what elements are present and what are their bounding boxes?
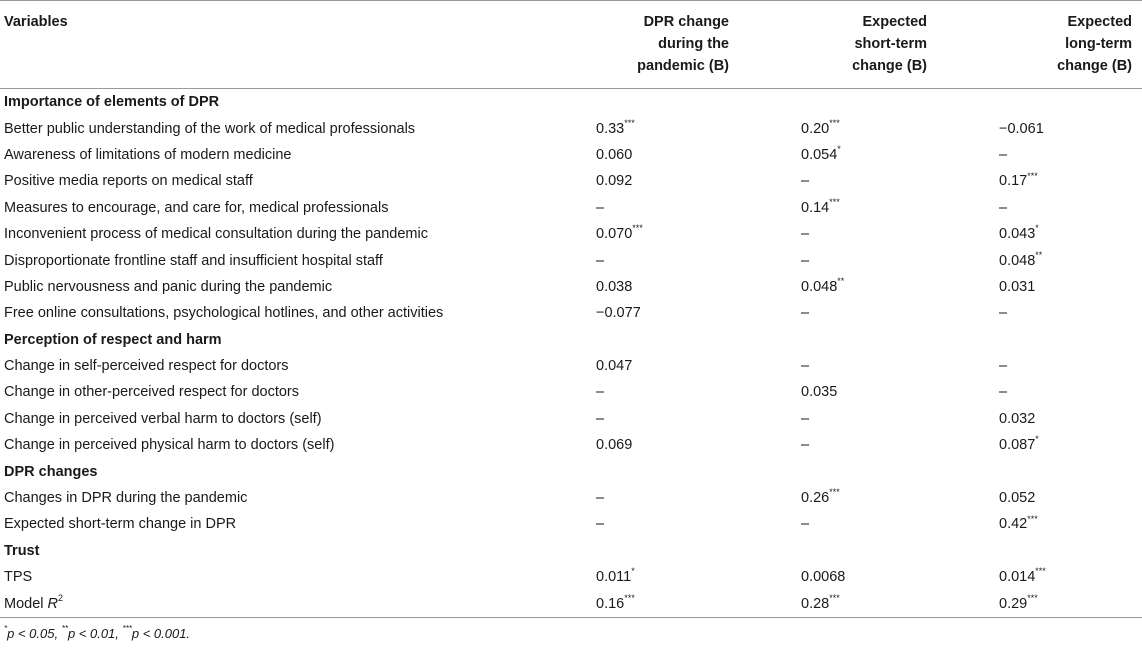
coefficient-value: 0.048 xyxy=(999,252,1036,269)
coefficient-value: 0.0068 xyxy=(801,569,846,586)
coefficient-cell xyxy=(560,168,765,194)
coefficient-value: 0.14 xyxy=(801,199,830,216)
coefficient-value: 0.031 xyxy=(999,278,1036,295)
coefficient-cell xyxy=(560,511,765,537)
significance-stars: *** xyxy=(624,592,635,603)
coefficient-cell xyxy=(560,590,765,617)
coefficient-cell xyxy=(963,247,1142,273)
coefficient-cell xyxy=(765,379,963,405)
coefficient-cell xyxy=(963,485,1142,511)
coefficient-value: – xyxy=(801,410,810,427)
significance-stars: *** xyxy=(1035,566,1046,577)
coefficient-value: – xyxy=(596,516,605,533)
coefficient-cell xyxy=(963,406,1142,432)
significance-stars: *** xyxy=(632,223,643,234)
coefficient-value: 0.33 xyxy=(596,120,625,137)
table-row xyxy=(0,379,1142,405)
header-line: Expected xyxy=(862,14,927,30)
footnote-text: p < 0.001. xyxy=(131,625,191,641)
header-line: change (B) xyxy=(852,58,927,74)
coefficient-cell xyxy=(765,168,963,194)
coefficient-cell xyxy=(560,115,765,141)
variable-label: Expected short-term change in DPR xyxy=(4,516,237,533)
section-heading: Perception of respect and harm xyxy=(4,331,222,348)
coefficient-value: 0.29 xyxy=(999,595,1028,612)
coefficient-value: – xyxy=(801,173,810,190)
coefficient-value: 0.035 xyxy=(801,384,838,401)
variable-label: Disproportionate frontline staff and insufficient hospital staff xyxy=(4,252,383,269)
coefficient-cell xyxy=(963,379,1142,405)
header-dpr-change xyxy=(560,1,765,89)
coefficient-cell xyxy=(560,195,765,221)
coefficient-cell xyxy=(560,300,765,326)
coefficient-value: – xyxy=(999,384,1008,401)
coefficient-cell xyxy=(963,564,1142,590)
coefficient-cell xyxy=(765,221,963,247)
table-row xyxy=(0,564,1142,590)
coefficient-cell xyxy=(765,247,963,273)
table-row xyxy=(0,511,1142,537)
variable-label xyxy=(0,590,560,617)
coefficient-cell xyxy=(560,274,765,300)
coefficient-cell xyxy=(765,353,963,379)
section-heading: Trust xyxy=(4,542,40,559)
table-row xyxy=(0,247,1142,273)
coefficient-value: – xyxy=(801,516,810,533)
variable-label: Changes in DPR during the pandemic xyxy=(4,490,248,507)
table-row xyxy=(0,485,1142,511)
coefficient-value: 0.052 xyxy=(999,490,1036,507)
coefficient-value: – xyxy=(999,305,1008,322)
coefficient-cell xyxy=(560,353,765,379)
coefficient-cell xyxy=(963,590,1142,617)
significance-stars: ** xyxy=(837,276,845,287)
coefficient-cell xyxy=(765,590,963,617)
section-heading: DPR changes xyxy=(4,463,98,480)
significance-stars: *** xyxy=(1027,513,1038,524)
coefficient-cell xyxy=(963,195,1142,221)
coefficient-cell xyxy=(765,564,963,590)
coefficient-cell xyxy=(765,432,963,458)
coefficient-cell xyxy=(963,115,1142,141)
coefficient-cell xyxy=(963,511,1142,537)
significance-stars: * xyxy=(1035,434,1039,445)
footnote-stars: * xyxy=(4,624,8,634)
coefficient-value: – xyxy=(999,146,1008,163)
label-italic: R xyxy=(47,595,59,612)
coefficient-value: 0.043 xyxy=(999,226,1036,243)
coefficient-value: 0.28 xyxy=(801,595,830,612)
table-body xyxy=(0,89,1142,618)
coefficient-cell xyxy=(765,115,963,141)
coefficient-cell xyxy=(560,432,765,458)
coefficient-value: 0.070 xyxy=(596,226,633,243)
significance-stars: * xyxy=(1035,223,1039,234)
variable-label: Change in perceived physical harm to doctors (self) xyxy=(4,437,335,454)
coefficient-value: – xyxy=(596,252,605,269)
coefficient-value: – xyxy=(596,199,605,216)
footnote xyxy=(0,626,1142,641)
significance-stars: *** xyxy=(1027,170,1038,181)
variable-label: Public nervousness and panic during the pandemic xyxy=(4,278,333,295)
footnote-text: p < 0.01, xyxy=(67,625,123,641)
header-variables: Variables xyxy=(0,1,560,89)
table-row xyxy=(0,432,1142,458)
coefficient-value: – xyxy=(801,252,810,269)
table-header-row xyxy=(0,1,1142,89)
coefficient-cell xyxy=(963,300,1142,326)
header-long-term xyxy=(963,1,1142,89)
coefficient-value: – xyxy=(801,358,810,375)
coefficient-cell xyxy=(560,379,765,405)
variable-label: Positive media reports on medical staff xyxy=(4,173,253,190)
coefficient-value: – xyxy=(801,437,810,454)
coefficient-cell xyxy=(560,221,765,247)
coefficient-value: 0.069 xyxy=(596,437,633,454)
coefficient-value: 0.42 xyxy=(999,516,1028,533)
significance-stars: *** xyxy=(1027,592,1038,603)
header-line: Expected xyxy=(1067,14,1132,30)
table-row xyxy=(0,300,1142,326)
coefficient-value: 0.032 xyxy=(999,410,1036,427)
header-short-term xyxy=(765,1,963,89)
header-line: long-term xyxy=(1065,36,1132,52)
header-line: DPR change xyxy=(643,14,729,30)
coefficient-value: 0.060 xyxy=(596,146,633,163)
table-row xyxy=(0,406,1142,432)
coefficient-value: – xyxy=(596,490,605,507)
label-superscript: 2 xyxy=(58,592,64,603)
section-row xyxy=(0,327,1142,353)
label-text: Model xyxy=(4,595,48,612)
section-heading: Importance of elements of DPR xyxy=(4,94,220,111)
coefficient-cell xyxy=(963,142,1142,168)
significance-stars: * xyxy=(837,144,841,155)
footnote-stars: *** xyxy=(122,624,132,634)
coefficient-cell xyxy=(963,432,1142,458)
coefficient-cell xyxy=(765,300,963,326)
section-row xyxy=(0,538,1142,564)
coefficient-cell xyxy=(963,168,1142,194)
coefficient-cell xyxy=(963,353,1142,379)
variable-label: Change in self-perceived respect for doctors xyxy=(4,358,289,375)
coefficient-value: 0.054 xyxy=(801,146,838,163)
coefficient-cell xyxy=(560,485,765,511)
coefficient-value: 0.26 xyxy=(801,490,830,507)
coefficient-value: 0.011 xyxy=(596,569,632,586)
coefficient-cell xyxy=(765,511,963,537)
table-row xyxy=(0,195,1142,221)
footnote-text: p < 0.05, xyxy=(7,625,62,641)
coefficient-value: −0.061 xyxy=(999,120,1044,137)
header-line: pandemic (B) xyxy=(637,58,729,74)
section-row xyxy=(0,458,1142,484)
variable-label: Measures to encourage, and care for, medical professionals xyxy=(4,199,389,216)
significance-stars: *** xyxy=(829,117,840,128)
significance-stars: *** xyxy=(829,196,840,207)
coefficient-value: 0.16 xyxy=(596,595,625,612)
footnote-stars: ** xyxy=(61,624,68,634)
coefficient-cell xyxy=(765,406,963,432)
coefficient-value: – xyxy=(999,358,1008,375)
table-row xyxy=(0,168,1142,194)
significance-stars: *** xyxy=(829,487,840,498)
significance-stars: *** xyxy=(829,592,840,603)
variable-label: Awareness of limitations of modern medicine xyxy=(4,146,292,163)
table-row xyxy=(0,115,1142,141)
variable-label: Inconvenient process of medical consultation during the pandemic xyxy=(4,226,428,243)
variable-label: Free online consultations, psychological hotlines, and other activities xyxy=(4,305,444,322)
coefficient-value: 0.047 xyxy=(596,358,633,375)
coefficient-value: 0.17 xyxy=(999,173,1028,190)
header-line: during the xyxy=(658,36,729,52)
variable-label: Better public understanding of the work of medical professionals xyxy=(4,120,416,137)
coefficient-cell xyxy=(765,195,963,221)
coefficient-value: – xyxy=(999,199,1008,216)
table-row xyxy=(0,274,1142,300)
coefficient-value: – xyxy=(596,410,605,427)
significance-stars: ** xyxy=(1035,249,1043,260)
coefficient-value: 0.038 xyxy=(596,278,633,295)
table-row xyxy=(0,221,1142,247)
significance-stars: * xyxy=(631,566,635,577)
coefficient-cell xyxy=(765,142,963,168)
coefficient-value: 0.014 xyxy=(999,569,1036,586)
header-line: short-term xyxy=(854,36,927,52)
coefficient-cell xyxy=(560,406,765,432)
section-row xyxy=(0,89,1142,116)
coefficient-value: 0.087 xyxy=(999,437,1036,454)
table-row xyxy=(0,353,1142,379)
coefficient-cell xyxy=(560,564,765,590)
coefficient-value: – xyxy=(801,305,810,322)
coefficient-value: – xyxy=(801,226,810,243)
variable-label: TPS xyxy=(4,569,33,586)
coefficient-cell xyxy=(560,247,765,273)
variable-label: Change in other-perceived respect for doctors xyxy=(4,384,299,401)
coefficient-value: 0.048 xyxy=(801,278,838,295)
header-line: change (B) xyxy=(1057,58,1132,74)
coefficient-cell xyxy=(765,274,963,300)
significance-stars: *** xyxy=(624,117,635,128)
table-row xyxy=(0,142,1142,168)
coefficient-cell xyxy=(560,142,765,168)
coefficient-cell xyxy=(963,274,1142,300)
coefficient-value: 0.20 xyxy=(801,120,830,137)
coefficient-value: 0.092 xyxy=(596,173,633,190)
coefficient-value: −0.077 xyxy=(596,305,641,322)
coefficient-cell xyxy=(765,485,963,511)
coefficient-value: – xyxy=(596,384,605,401)
table-row xyxy=(0,590,1142,617)
coefficient-cell xyxy=(963,221,1142,247)
variable-label: Change in perceived verbal harm to doctors (self) xyxy=(4,410,322,427)
